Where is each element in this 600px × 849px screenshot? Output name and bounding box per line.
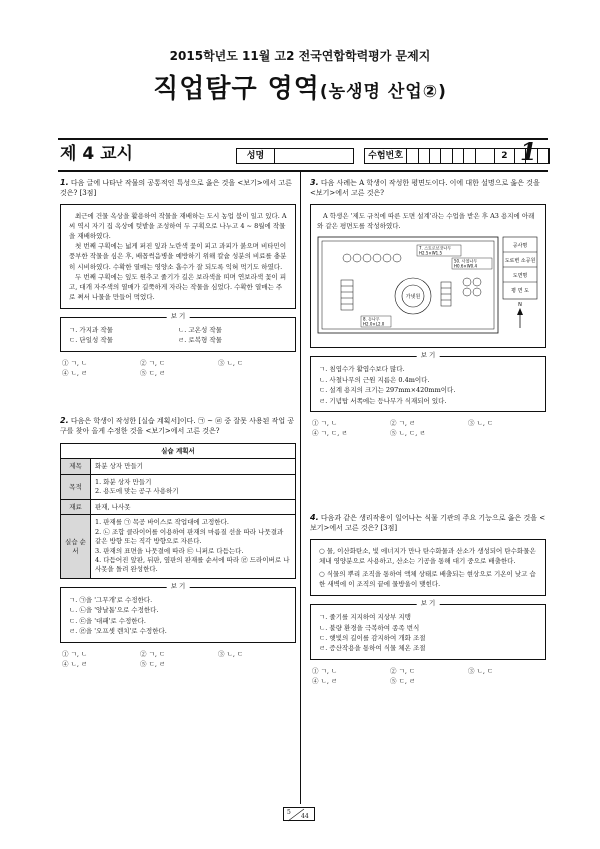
north-label: N	[518, 302, 522, 309]
question-text: 다음과 같은 생리작용이 일어나는 식물 기관의 주요 기능으로 옳은 것을 <보기>에서 고른 것은? [3점]	[310, 513, 546, 532]
bogi-box	[310, 351, 546, 412]
session-label: 제 4 교시	[60, 144, 133, 164]
row-head: 목적	[61, 475, 91, 500]
bogi-item: ㄱ. 침엽수가 활엽수보다 많다.	[319, 365, 405, 374]
plan-label-7-dim: H2.5×W1.5	[419, 250, 443, 256]
step-item: 2. ㉡ 조합 클라이어를 이용하여 판재의 마름질 선을 따라 나뭇결과 같은 방향 또는 직각 방향으로 자른다.	[95, 528, 284, 545]
passage-paragraph: 첫 번째 구획에는 넓게 퍼진 잎과 노란색 꽃이 피고 과피가 붉으며 비타민이 풍부한 작물을 심은 후, 배꼽썩음병을 예방하기 위해 칼슘 성분의 비료를 충분히 시비하였다. 수확한 열매는 영양소 흡수가 잘 되도록 익혀 먹기도 하였다.	[69, 242, 287, 271]
question-text: 다음 글에 나타난 작물의 공통적인 특성으로 옳은 것을 <보기>에서 고른 것은? [3점]	[60, 179, 292, 197]
plan-label-8-dim: H2.0×L2.0	[363, 321, 385, 327]
monument-label: 가넷원	[405, 294, 421, 301]
row-body-line: 2. 용도에 맞는 공구 사용하기	[95, 486, 179, 495]
bogi-item: ㄱ. ㉠을 '그무개'로 수정한다.	[69, 596, 153, 605]
row-body: 판재, 나사못	[91, 499, 296, 515]
id-label: 수험번호	[365, 149, 407, 163]
name-box	[236, 148, 354, 164]
header-top-rule	[58, 138, 548, 140]
bogi-item: ㄹ. ㉣을 '오프셋 렌치'로 수정한다.	[69, 627, 167, 636]
choice-3[interactable]: ③ ㄴ, ㄷ	[468, 418, 494, 427]
plan-label-7: 7. 스트로브잣나무	[419, 245, 452, 251]
bogi-box	[60, 311, 296, 352]
bogi-item: ㄴ. ㉡을 '양날톱'으로 수정한다.	[69, 606, 159, 615]
answer-choices	[60, 358, 296, 379]
id-cell	[407, 149, 418, 163]
choice-3[interactable]: ③ ㄴ, ㄷ	[218, 649, 244, 658]
passage-paragraph: 최근에 건물 옥상을 활용하여 작물을 재배하는 도시 농업 붐이 일고 있다. A 씨 역시 자기 집 옥상에 텃밭을 조성하여 두 구획으로 나누고 4 ~ 8월에 작물을 재배하였다.	[69, 212, 287, 241]
title-block-2: 도로변 소공원	[504, 258, 536, 265]
passage-item: ○ 물, 이산화탄소, 빛 에너지가 만나 탄수화물과 산소가 생성되어 탄수화물은 체내 영양분으로 사용하고, 산소는 기공을 통해 대기 중으로 배출한다.	[319, 546, 536, 565]
bogi-box	[60, 582, 296, 643]
bogi-box	[310, 599, 546, 660]
choice-3[interactable]: ③ ㄴ, ㄷ	[218, 358, 244, 367]
bogi-item: ㄷ. 설계 용지의 크기는 297mm×420mm이다.	[319, 386, 456, 395]
bogi-item: ㄹ. 증산작용을 통하여 식물 체온 조절	[319, 644, 426, 653]
choice-3[interactable]: ③ ㄴ, ㄷ	[468, 666, 494, 675]
column-divider	[300, 172, 301, 804]
question-text: 다음 사례는 A 학생이 작성한 평면도이다. 이에 대한 설명으로 옳은 것을 <보기>에서 고른 것은?	[310, 179, 540, 197]
plan-label-50-dim: H0.6×W0.4	[454, 263, 478, 269]
bogi-item: ㄴ. 불량 환경을 극복하여 종족 번식	[319, 623, 420, 632]
id-cell-digit: 2	[495, 149, 514, 163]
right-column	[310, 178, 546, 697]
id-cell	[538, 149, 549, 163]
steps-cell	[91, 515, 296, 579]
choice-1[interactable]: ① ㄱ, ㄴ	[312, 666, 338, 675]
choice-2[interactable]: ② ㄱ, ㄷ	[140, 358, 166, 367]
step-item: 4. 다듬어진 앞판, 뒤판, 옆판의 판재를 순서에 따라 ㉣ 드라이버로 나사못을 돌려 완성한다.	[95, 556, 290, 574]
passage-box	[60, 204, 296, 309]
bogi-item: ㄹ. 로복형 작물	[178, 336, 222, 345]
bogi-item: ㄷ. ㉢을 '대패'로 수정한다.	[69, 616, 146, 625]
answer-choices	[310, 666, 546, 687]
passage-item: ○ 식물의 뿌리 조직을 통하여 액체 상태로 배출되는 현상으로 기온이 낮고 습한 새벽에 이 조직의 끝에 물방울이 맺힌다.	[319, 570, 536, 589]
choice-2[interactable]: ② ㄱ, ㄹ	[390, 418, 416, 427]
choice-5[interactable]: ⑤ ㄴ, ㄷ, ㄹ	[390, 429, 426, 438]
step-item: 1. 판재를 ㉠ 목공 바이스로 작업대에 고정한다.	[95, 518, 229, 527]
exam-line: 2015학년도 11월 고2 전국연합학력평가 문제지	[169, 49, 431, 63]
header-bottom-rule	[58, 170, 548, 172]
plan-intro: A 학생은 '제도 규칙에 따른 도면 설계'라는 수업을 받은 후 A3 용지에 아래와 같은 평면도를 작성하였다.	[317, 212, 535, 231]
row-head: 재료	[61, 499, 91, 515]
row-body: 화분 상자 만들기	[91, 459, 296, 475]
page-number: 1	[520, 137, 537, 166]
question-1	[60, 178, 296, 198]
plan-table	[60, 443, 296, 579]
choice-1[interactable]: ① ㄱ, ㄴ	[62, 649, 88, 658]
bogi-item: ㄹ. 기념탑 서쪽에는 등나무가 식재되어 있다.	[319, 396, 447, 405]
row-body	[91, 475, 296, 500]
question-number: 2.	[60, 416, 69, 426]
question-number: 4.	[310, 512, 319, 522]
id-cell	[441, 149, 452, 163]
choice-4[interactable]: ④ ㄴ, ㄹ	[62, 659, 88, 668]
row-head: 제목	[61, 459, 91, 475]
page-total: 44	[301, 813, 309, 820]
row-body-line: 1. 화분 상자 만들기	[95, 478, 152, 487]
passage-box	[310, 539, 546, 596]
choice-2[interactable]: ② ㄱ, ㄷ	[390, 666, 416, 675]
id-cell	[419, 149, 430, 163]
bogi-label: 보 기	[167, 583, 190, 590]
bogi-item: ㄷ. 단일성 작물	[69, 336, 113, 345]
floor-plan-drawing	[317, 236, 539, 341]
bogi-item: ㄱ. 가지과 작물	[69, 325, 113, 334]
left-column	[60, 178, 296, 679]
plan-label-8: 8. 동나무	[363, 316, 380, 322]
bogi-label: 보 기	[417, 600, 440, 607]
question-2	[60, 416, 296, 436]
title-sub: (농생명 산업②)	[319, 82, 447, 102]
header-row	[58, 142, 548, 168]
question-4	[310, 513, 546, 533]
id-cell	[453, 149, 464, 163]
page-current: 5	[287, 809, 291, 816]
title-block-4: 평 면 도	[511, 288, 529, 295]
choice-4[interactable]: ④ ㄴ, ㄹ	[312, 677, 338, 686]
exam-title	[0, 72, 600, 107]
id-cell	[430, 149, 441, 163]
choice-2[interactable]: ② ㄱ, ㄷ	[140, 649, 166, 658]
plan-table-title: 실습 계획서	[61, 443, 296, 459]
plan-label-50: 50. 사철나무	[454, 258, 478, 264]
choice-4[interactable]: ④ ㄴ, ㄹ	[62, 368, 88, 377]
title-main: 직업탐구 영역	[153, 74, 320, 104]
answer-choices	[310, 418, 546, 439]
bogi-item: ㄱ. 줄기를 지지하여 지상부 지탱	[319, 613, 411, 622]
passage-paragraph: 두 번째 구획에는 잎도 원추고 줄기가 길은 보라색을 띠며 연보라색 꽃이 피고, 대개 자주색의 열매가 길쭉하게 자라는 작물을 심었다. 수확한 열매는 주로 쪄서 나물을 만들어 먹었다.	[69, 272, 287, 301]
bogi-item: ㄴ. 고온성 작물	[178, 325, 222, 334]
fraction-slash	[284, 808, 316, 822]
bogi-label: 보 기	[167, 313, 190, 320]
step-item: 3. 판재의 표면을 나뭇결에 따라 ㉢ 니퍼로 다듬는다.	[95, 546, 244, 555]
choice-5[interactable]: ⑤ ㄷ, ㄹ	[390, 677, 416, 686]
choice-1[interactable]: ① ㄱ, ㄴ	[312, 418, 338, 427]
question-text: 다음은 학생이 작성한 [실습 계획서]이다. ㉠ ~ ㉣ 중 잘못 사용된 작업 공구를 찾아 올게 수정한 것을 <보기>에서 고른 것은?	[60, 417, 295, 436]
bogi-item: ㄷ. 햇빛의 길이를 감지하여 개화 조절	[319, 633, 426, 642]
choice-4[interactable]: ④ ㄱ, ㄷ, ㄹ	[312, 429, 348, 438]
choice-5[interactable]: ⑤ ㄷ, ㄹ	[140, 368, 166, 377]
question-3	[310, 178, 546, 198]
answer-choices	[60, 649, 296, 670]
choice-5[interactable]: ⑤ ㄷ, ㄹ	[140, 659, 166, 668]
title-block-3: 도면명	[512, 273, 528, 280]
bogi-label: 보 기	[417, 352, 440, 359]
title-block-1: 공사명	[512, 243, 528, 250]
choice-1[interactable]: ① ㄱ, ㄴ	[62, 358, 88, 367]
name-label: 성명	[237, 149, 275, 163]
plan-box	[310, 204, 546, 348]
bogi-item: ㄴ. 사철나무의 근원 지름은 0.4m이다.	[319, 375, 430, 384]
row-head: 실습 순서	[61, 515, 91, 579]
page-fraction	[283, 807, 315, 821]
id-cell	[464, 149, 475, 163]
question-number: 3.	[310, 178, 319, 187]
question-number: 1.	[60, 178, 69, 187]
id-cell	[476, 149, 495, 163]
